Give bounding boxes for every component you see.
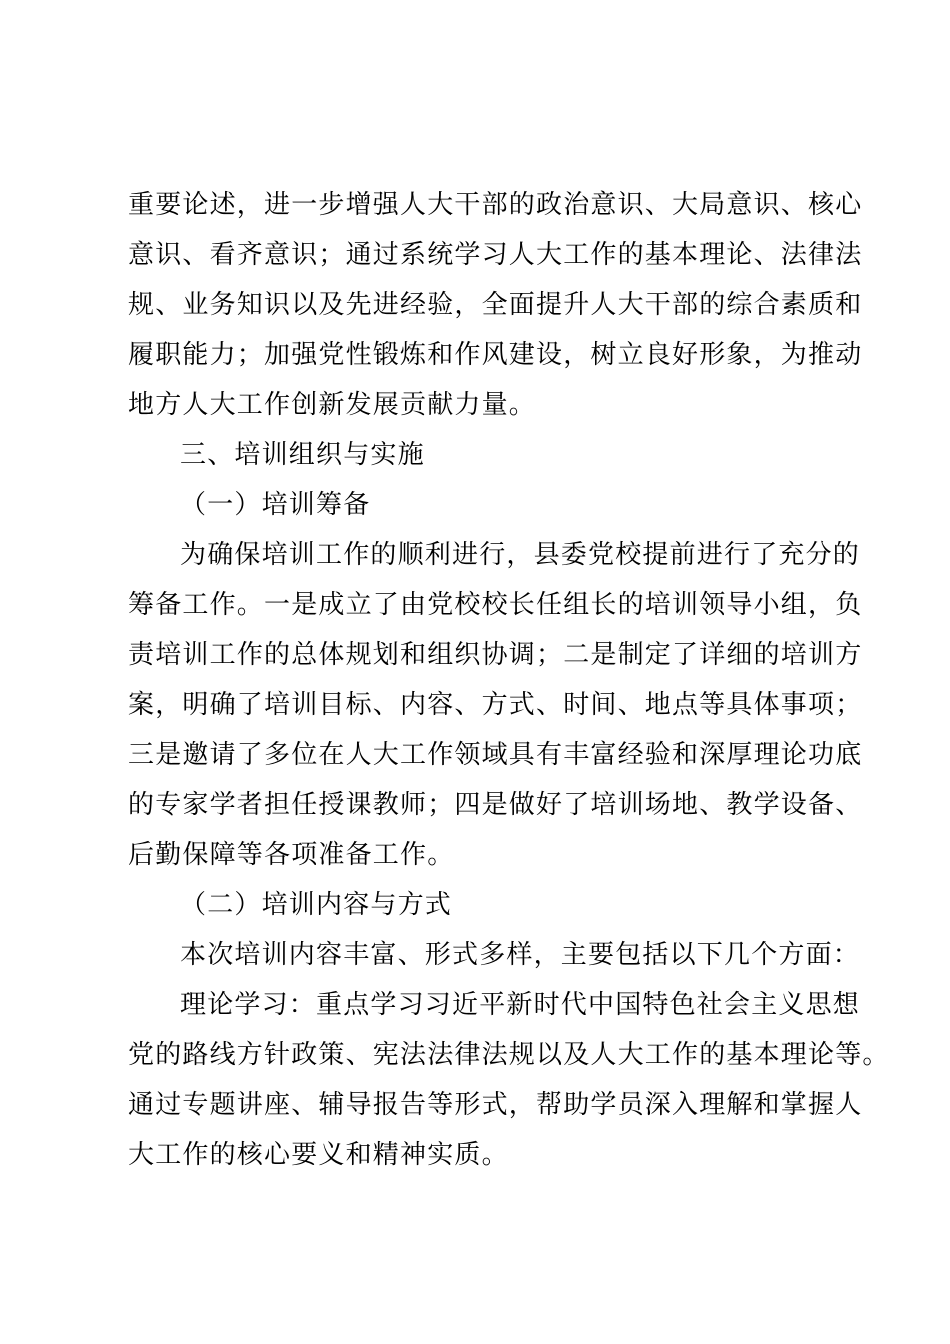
document-body <box>128 180 890 1180</box>
paragraph-line: 后勤保障等各项准备工作。 <box>128 840 455 870</box>
paragraph-line: 党的路线方针政策、宪法法律法规以及人大工作的基本理论等。 <box>128 1040 890 1070</box>
paragraph-line: 意识、看齐意识；通过系统学习人大工作的基本理论、法律法 <box>128 240 863 270</box>
paragraph-line: 的专家学者担任授课教师；四是做好了培训场地、教学设备、 <box>128 790 863 820</box>
paragraph-line: 通过专题讲座、辅导报告等形式，帮助学员深入理解和掌握人 <box>128 1090 863 1120</box>
paragraph-line: 大工作的核心要义和精神实质。 <box>128 1140 509 1170</box>
paragraph-line: 本次培训内容丰富、形式多样，主要包括以下几个方面： <box>180 940 861 970</box>
paragraph-line: 筹备工作。一是成立了由党校校长任组长的培训领导小组，负 <box>128 590 863 620</box>
paragraph-line: 履职能力；加强党性锻炼和作风建设，树立良好形象，为推动 <box>128 340 863 370</box>
paragraph-line: 理论学习：重点学习习近平新时代中国特色社会主义思想 <box>180 990 861 1020</box>
paragraph-line: 规、业务知识以及先进经验，全面提升人大干部的综合素质和 <box>128 290 863 320</box>
subsection-heading: （一）培训筹备 <box>180 490 371 520</box>
paragraph-line: 为确保培训工作的顺利进行，县委党校提前进行了充分的 <box>180 540 861 570</box>
paragraph-line: 重要论述，进一步增强人大干部的政治意识、大局意识、核心 <box>128 190 863 220</box>
paragraph-line: 地方人大工作创新发展贡献力量。 <box>128 390 537 420</box>
subsection-heading: （二）培训内容与方式 <box>180 890 453 920</box>
paragraph-line: 三是邀请了多位在人大工作领域具有丰富经验和深厚理论功底 <box>128 740 863 770</box>
paragraph-line: 责培训工作的总体规划和组织协调；二是制定了详细的培训方 <box>128 640 863 670</box>
paragraph-line: 案，明确了培训目标、内容、方式、时间、地点等具体事项； <box>128 690 863 720</box>
section-heading: 三、培训组织与实施 <box>180 440 425 470</box>
